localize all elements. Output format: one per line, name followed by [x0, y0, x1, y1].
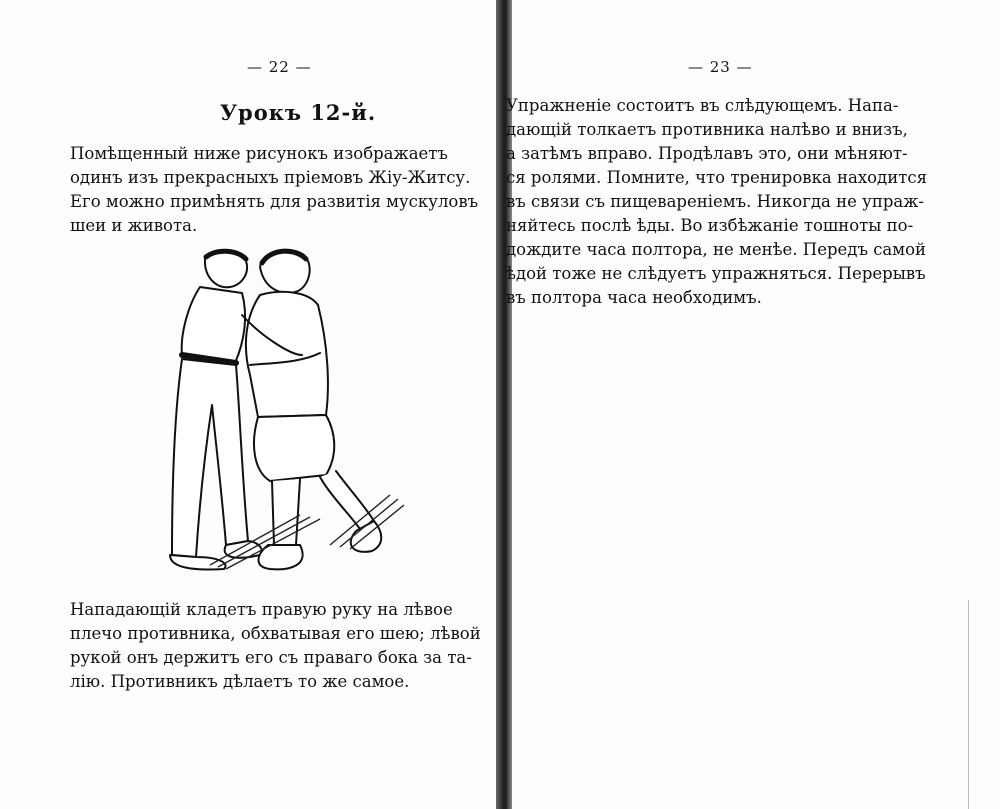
intro-paragraph: Помѣщенный ниже рисунокъ изображаетъ одинъ изъ прекрасныхъ пріемовъ Жіу-Житсу. Его можно примѣнять для развитія мускуловъ шеи и живота. [70, 144, 479, 235]
page-edge-line [968, 600, 969, 809]
exercise-description-paragraph: Упражненіе состоитъ въ слѣдующемъ. Напа- дающій толкаетъ противника налѣво и внизъ, а затѣмъ вправо. Продѣлавъ это, они мѣняют- ся ролями. Помните, что тренировка находится въ связи съ пищевареніемъ. Никогда не упраж- няйтесь послѣ ѣды. Во избѣжаніе тошноты по- дождите часа полтора, не менѣе. Передъ самой ѣдой тоже не слѣдуетъ упражняться. Перерывъ въ полтора часа необходимъ. [506, 96, 927, 307]
page-number-left: — 22 — [247, 58, 312, 76]
page-number-right: — 23 — [688, 58, 753, 76]
illustration-caption: Нападающій кладетъ правую руку на лѣвое плечо противника, обхватывая его шею; лѣвой рукой онъ держитъ его съ праваго бока за та- лію. Противникъ дѣлаетъ то же самое. [70, 600, 481, 691]
lesson-title: Урокъ 12-й. [220, 100, 377, 125]
two-men-jiu-jitsu-hold-illustration [150, 245, 420, 585]
